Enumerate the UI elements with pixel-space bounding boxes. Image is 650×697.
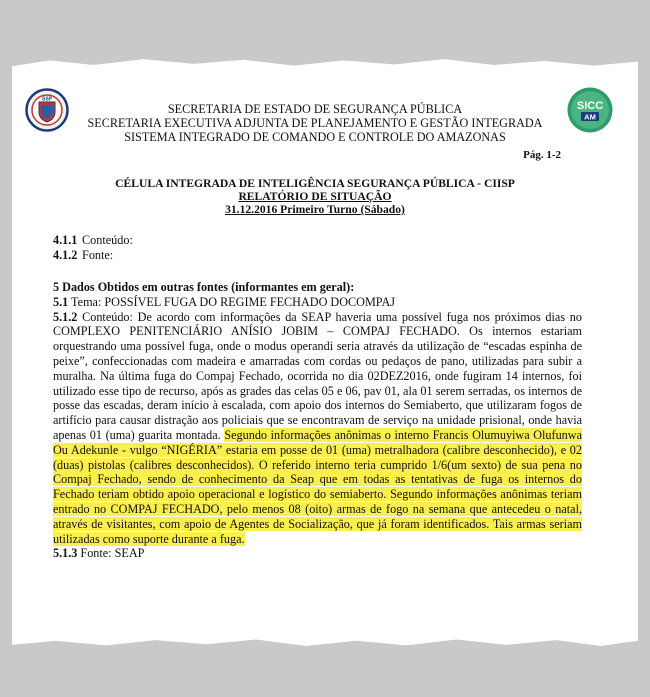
report-title-block <box>50 177 580 216</box>
document-header <box>70 102 560 144</box>
section-5-title: 5 Dados Obtidos em outras fontes (informantes em geral): <box>53 280 355 294</box>
item-5-1-number: 5.1 <box>53 294 69 309</box>
report-title: RELATÓRIO DE SITUAÇÃO <box>238 190 392 203</box>
page-number: Pág. 1-2 <box>523 149 561 161</box>
item-5-1-3 <box>53 546 582 561</box>
item-4-1-2 <box>53 248 133 263</box>
item-5-1-text: Tema: POSSÍVEL FUGA DO REGIME FECHADO DOCOMPAJ <box>68 294 396 309</box>
report-date: 31.12.2016 Primeiro Turno (Sábado) <box>225 203 405 216</box>
item-4-1-2-label: Fonte: <box>82 248 114 262</box>
header-line-3: SISTEMA INTEGRADO DE COMANDO E CONTROLE DO AMAZONAS <box>124 130 506 144</box>
header-line-2: SECRETARIA EXECUTIVA ADJUNTA DE PLANEJAMENTO E GESTÃO INTEGRADA <box>87 116 543 130</box>
item-5-1-3-text: Fonte: SEAP <box>77 546 145 561</box>
sicc-logo-text: SICC <box>576 100 604 112</box>
item-5-1-2-text: Conteúdo: De acordo com informações da SEAP haveria uma possível fuga nos próximos dias no COMPLEXO PENITENCIÁRIO ANÍSIO JOBIM – COMPAJ FECHADO. Os internos estariam orquestrando uma possível fuga, onde o modus operandi seria através da utilização de “escadas espinha de peixe”, confeccionadas com madeira e amarradas com cordas ou pedaços de pano, utilizadas para subir a muralha. Na última fuga do Compaj Fechado, ocorrida no dia 02DEZ2016, onde fugiram 14 internos, foi utilizado esse tipo de recurso, após as grades das celas 05 e 06, pav 01, ala 01 serem serradas, os internos de posse das escadas, deram início à escalada, com apoio dos internos do Semiaberto, que utilizaram fogos de artifício para causar distração aos policiais que se encontravam de serviço na unidade prisional, onde havia apenas 01 (uma) guarita montada. <box>53 309 582 442</box>
highlighted-passage: Segundo informações anônimas o interno Francis Olumuyiwa Olufunwa Ou Adekunle - vulgo “NIGÉRIA” estaria em posse de 01 (uma) metralhadora (calibre desconhecido), e 02 (duas) pistolas (calibres desconhecidos). O referido interno teria cumprido 1/6(um sexto) de sua pena no Compaj Fechado, sendo de conhecimento da Seap que em todas as tentativas de fuga os internos do Fechado teriam obtido apoio operacional e logístico do semiaberto. Segundo informações anônimas teriam entrado no COMPAJ FECHADO, pelo menos 08 (oito) armas de fogo na semana que antecedeu o natal, através de visitantes, com apoio de Agentes de Socialização, que já foram identificados. Tais armas seriam utilizadas como suporte durante a fuga. <box>53 427 582 546</box>
section-5 <box>53 280 582 561</box>
header-line-1: SECRETARIA DE ESTADO DE SEGURANÇA PÚBLICA <box>167 102 463 116</box>
item-5-1 <box>53 295 582 310</box>
cell-title: CÉLULA INTEGRADA DE INTELIGÊNCIA SEGURANÇA PÚBLICA - CIISP <box>115 177 515 190</box>
ssp-seal-text: SSP <box>41 96 53 103</box>
sicc-am-logo <box>566 86 614 134</box>
section-4-items <box>53 233 133 263</box>
item-4-1-2-number: 4.1.2 <box>53 248 78 262</box>
item-5-1-3-number: 5.1.3 <box>53 546 78 561</box>
sicc-logo-subtext: AM <box>584 112 596 122</box>
item-4-1-1-number: 4.1.1 <box>53 233 78 247</box>
item-4-1-1 <box>53 233 133 248</box>
item-4-1-1-label: Conteúdo: <box>82 233 133 247</box>
ssp-seal-logo <box>25 88 69 132</box>
item-5-1-2-number: 5.1.2 <box>53 309 78 324</box>
item-5-1-2 <box>53 310 582 547</box>
